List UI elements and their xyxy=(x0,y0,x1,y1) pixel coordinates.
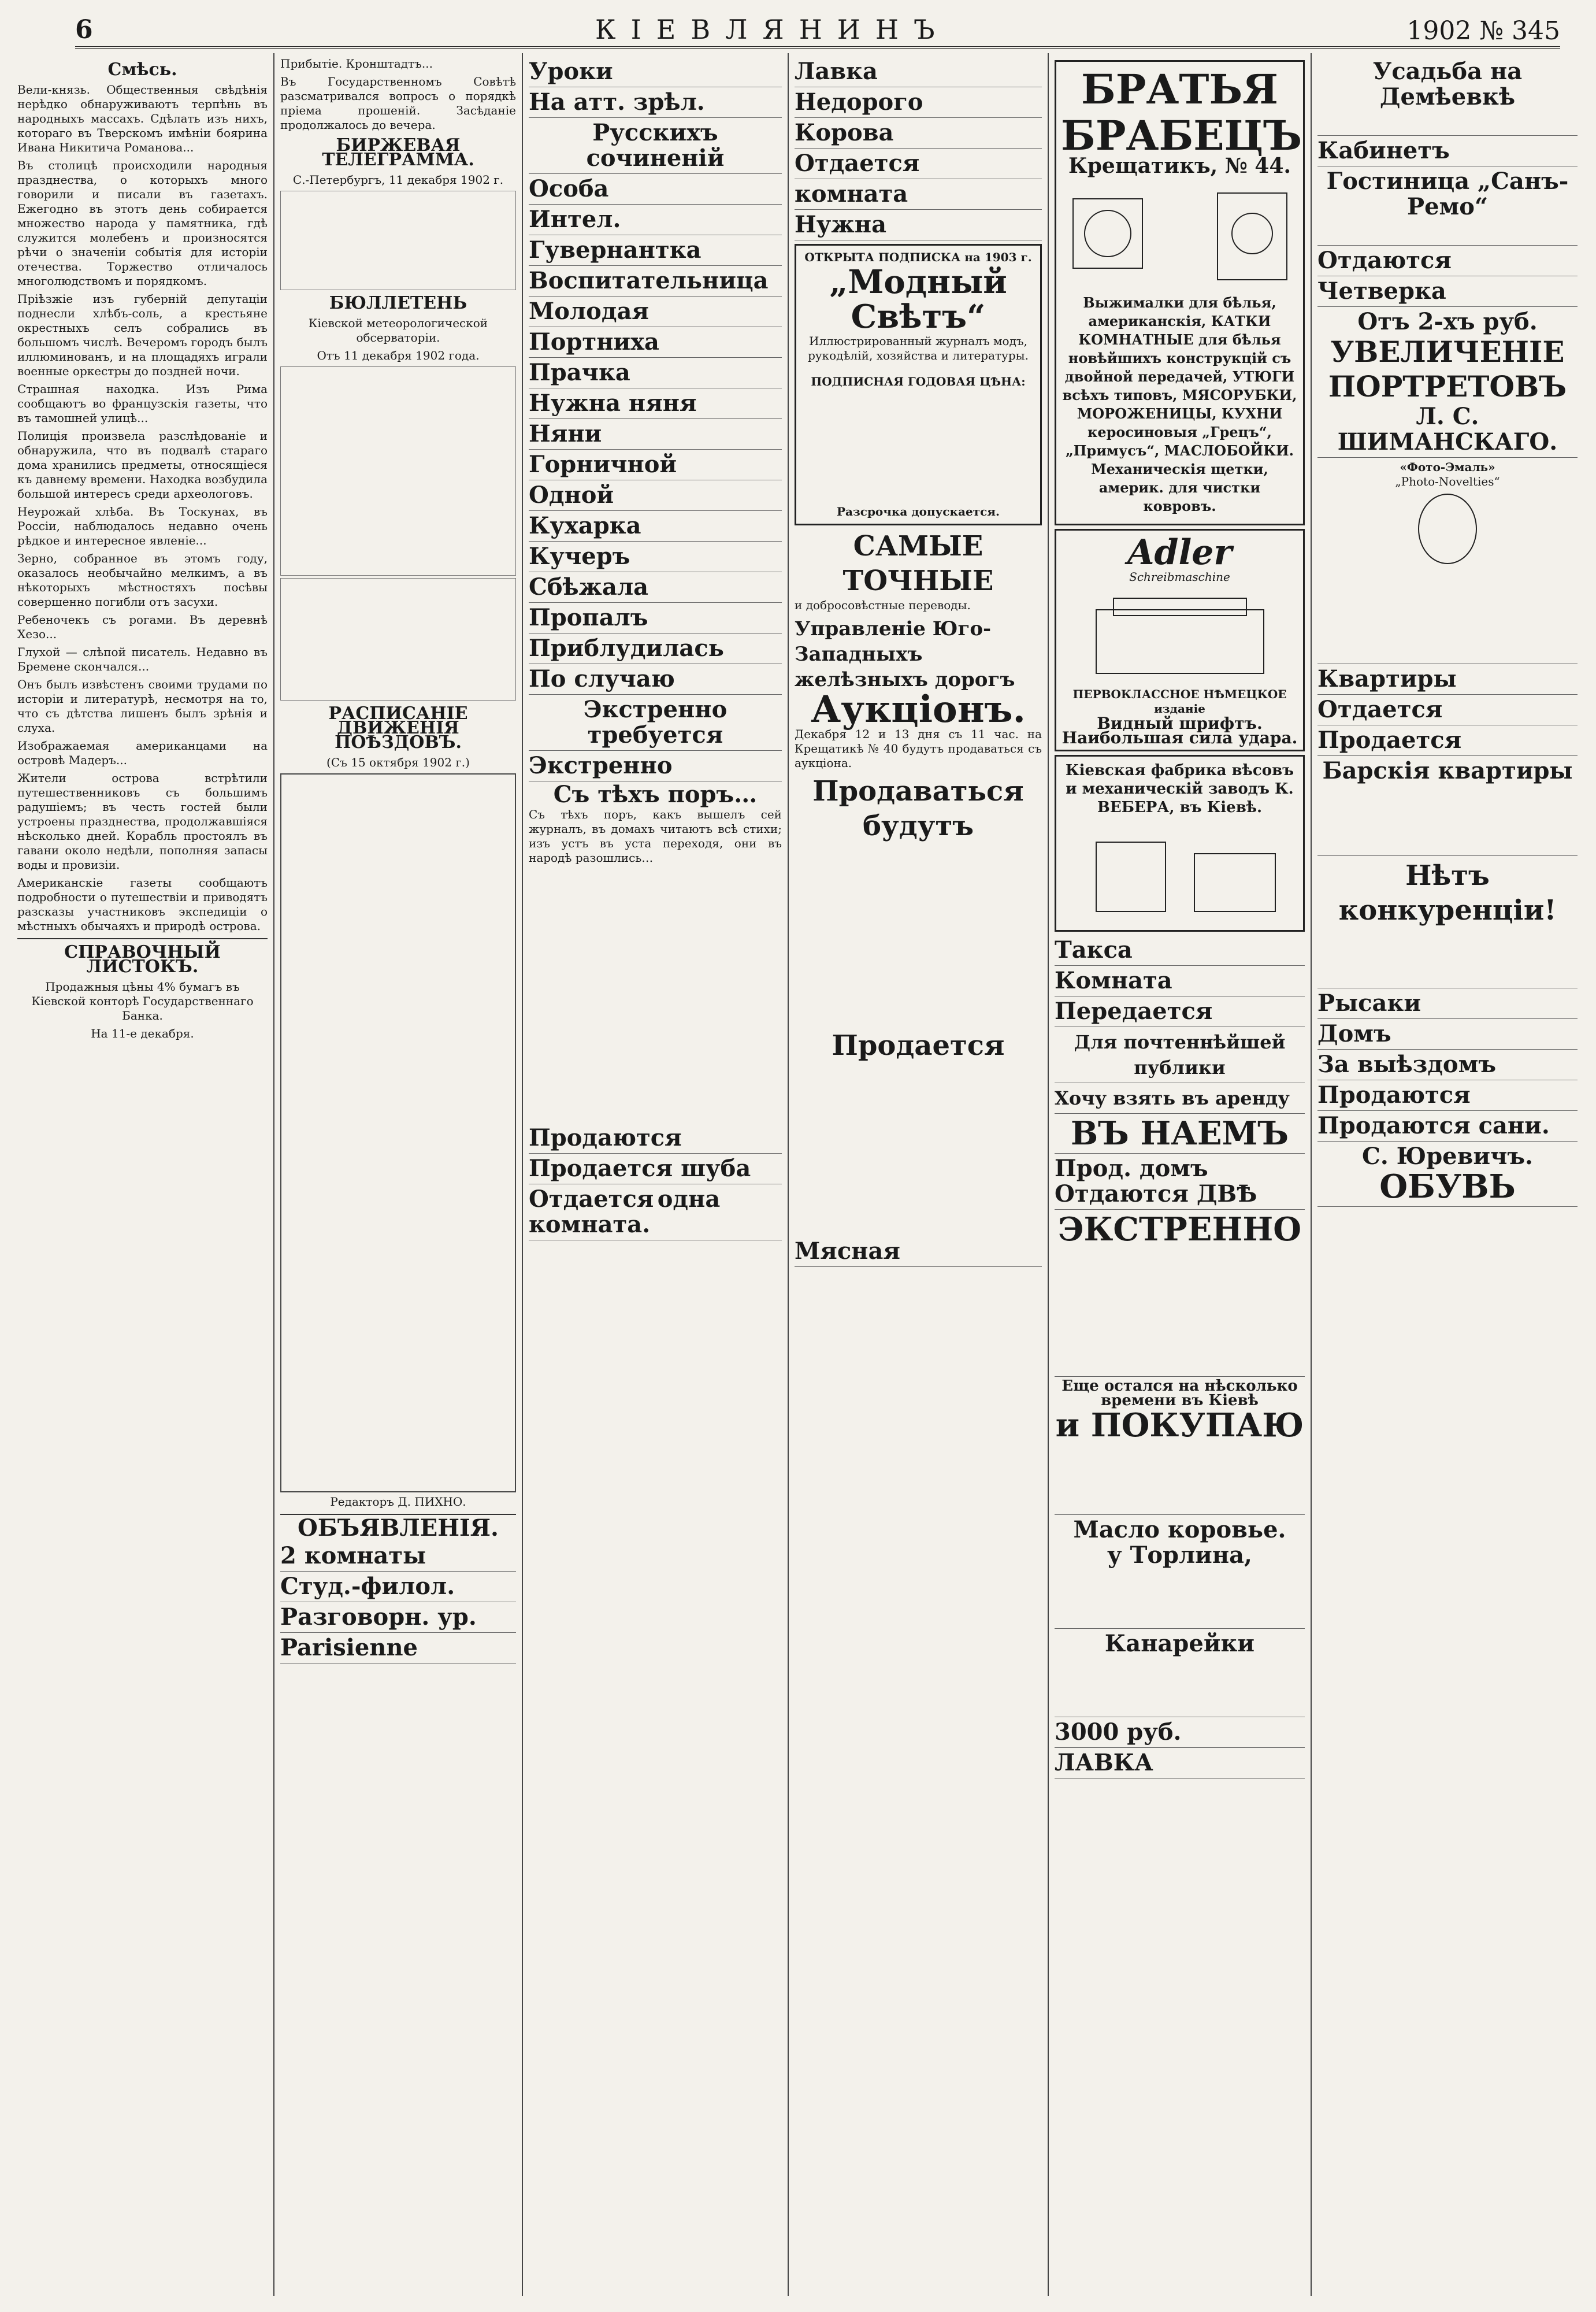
weber-ad: Кіевская фабрика вѣсовъ и механическій заводъ К. ВЕБЕРА, въ Кіевѣ. xyxy=(1055,755,1305,932)
article-text: Американскіе газеты сообщаютъ подробности о путешествіи и приводятъ разсказы участниковъ экспедиціи о мѣстныхъ обычаяхъ и природѣ острова. xyxy=(17,876,268,933)
issue-number: 1902 № 345 xyxy=(1406,16,1560,46)
bulletin-subtitle: Кіевской метеорологической обсерваторіи. xyxy=(308,316,488,344)
classified-ad: Хочу взять въ аренду xyxy=(1055,1083,1305,1114)
classified-ad: По случаю xyxy=(529,664,782,695)
weather-table xyxy=(280,366,516,576)
classified-ad: Нужна xyxy=(795,210,1042,240)
classified-ad: Экстренно xyxy=(529,751,782,781)
classified-ad: Прод. домъ Отдаются ДВѢ xyxy=(1055,1154,1305,1210)
subscription-ad: ОТКРЫТА ПОДПИСКА на 1903 г. „Модный Свѣтъ“ Иллюстрированный журналъ модъ, рукодѣлій, хозяйства и литературы. ПОДПИСНАЯ ГОДОВАЯ ЦѢНА: Разсрочка допускается. xyxy=(795,244,1042,525)
classified-ad: Сбѣжала xyxy=(529,572,782,603)
article-text: Пріѣзжіе изъ губерній депутаціи поднесли хлѣбъ-соль, а крестьяне окрестныхъ селъ собрались въ большомъ числѣ. Вечеромъ городъ былъ иллюминованъ, и на площадяхъ играли военные оркестры до поздней ночи. xyxy=(17,292,268,378)
classified-ad: ВЪ НАЕМЪ xyxy=(1055,1114,1305,1154)
classified-ad: Портниха xyxy=(529,327,782,358)
column-3 xyxy=(523,53,789,2296)
ad-headline: САМЫЕ ТОЧНЫЕ xyxy=(842,530,994,597)
classified-ad: Квартиры xyxy=(1317,664,1578,695)
page-number: 6 xyxy=(75,15,93,45)
classified-ad: Барскія квартиры xyxy=(1317,756,1578,856)
ad-headline: Продается xyxy=(832,1029,1005,1062)
classified-ad: Кухарка xyxy=(529,511,782,542)
article-text: Жители острова встрѣтили путешественниковъ съ большимъ радушіемъ; въ честь гостей были устроены празднества, продолжавшіяся нѣсколько дней. Корабль простоялъ въ гавани около недѣли, пополняя запасы воды и провизіи. xyxy=(17,771,268,872)
poem-title: Съ тѣхъ поръ… xyxy=(553,781,758,808)
section-title-ads: ОБЪЯВЛЕНІЯ. xyxy=(298,1514,499,1542)
classified-ad: Няни xyxy=(529,419,782,450)
classified-ad: Мясная xyxy=(795,1236,1042,1267)
article-text: Прибытіе. Кронштадтъ... xyxy=(280,57,433,71)
classified-ad: Одной xyxy=(529,480,782,511)
section-title-smes: Смѣсь. xyxy=(107,60,177,80)
classified-ad: Продается шуба xyxy=(529,1154,782,1184)
article-text: Страшная находка. Изъ Рима сообщаютъ во французскія газеты, что въ тамошней улицѣ... xyxy=(17,382,268,425)
train-timetable xyxy=(280,773,516,1492)
notices-list xyxy=(280,578,516,701)
adler-ad: Adler Schreibmaschine ПЕРВОКЛАССНОЕ НѢМЕЦКОЕ изданіе Видный шрифтъ. Наибольшая сила удара. xyxy=(1055,529,1305,751)
reference-subtitle: Продажныя цѣны 4% бумагъ въ Кіевской конторѣ Государственнаго Банка. xyxy=(31,980,254,1022)
classified-ad: Приблудилась xyxy=(529,633,782,664)
classified-ad: Нѣтъ конкуренціи! xyxy=(1317,856,1578,988)
exchange-table xyxy=(280,191,516,290)
classified-ad: Нужна няня xyxy=(529,388,782,419)
article-text: Изображаемая американцами на островѣ Мадеръ... xyxy=(17,739,268,767)
article-text: Въ Государственномъ Совѣтѣ разсматривался вопросъ о порядкѣ пріема прошеній. Засѣданіе продолжалось до вечера. xyxy=(280,75,516,132)
classified-ad: Корова xyxy=(795,118,1042,149)
classified-ad: Особа xyxy=(529,174,782,205)
newspaper-title: КІЕВЛЯНИНЪ xyxy=(595,14,950,45)
section-title-reference: СПРАВОЧНЫЙ ЛИСТОКЪ. xyxy=(64,942,221,977)
editor-line: Редакторъ Д. ПИХНО. xyxy=(330,1495,466,1509)
column-5 xyxy=(1049,53,1312,2296)
classified-ad: ЭКСТРЕННО xyxy=(1055,1210,1305,1377)
column-1 xyxy=(12,53,274,2296)
scales-illustration xyxy=(1061,819,1298,923)
classified-ad: На атт. зрѣл. xyxy=(529,87,782,118)
classified-ad: Продаются xyxy=(1317,1080,1578,1111)
portrait-medallion-illustration xyxy=(1413,491,1482,566)
classified-ad: Передается xyxy=(1055,996,1305,1027)
brabets-ad: БРАТЬЯ БРАБЕЦЪ Крещатикъ, № 44. Выжималки для бѣлья, американскія, КАТКИ КОМНАТНЫЕ для бѣлья новѣйшихъ конструкцій съ двойной передачей, УТЮГИ всѣхъ типовъ, МЯСОРУБКИ, МОРОЖЕНИЦЫ, КУХНИ керосиновыя „Грецъ“, „Примусъ“, МАСЛОБОЙКИ. Механическія щетки, америк. для чистки ковровъ. xyxy=(1055,60,1305,525)
classified-ad: Четверка xyxy=(1317,276,1578,307)
classified-ad: Parisienne xyxy=(280,1633,516,1663)
article-text: Неурожай хлѣба. Въ Тоскунах, въ Россіи, наблюдалось недавно очень рѣдкое и интересное явленіе... xyxy=(17,505,268,547)
classified-ad: Отъ 2-хъ руб. УВЕЛИЧЕНІЕ ПОРТРЕТОВЪ Л. С. ШИМАНСКАГО. xyxy=(1317,307,1578,458)
classified-ad: Молодая xyxy=(529,297,782,327)
classified-ad: Домъ xyxy=(1317,1019,1578,1050)
classified-ad: Отдаются xyxy=(1317,246,1578,276)
classified-ad: Интел. xyxy=(529,205,782,235)
classified-ad: Воспитательница xyxy=(529,266,782,297)
ad-text: и добросовѣстные переводы. xyxy=(795,598,971,612)
article-text: Вели-князь. Общественныя свѣдѣнія нерѣдко обнаруживаютъ терпѣнь въ народныхъ массахъ. Сдѣлать изъ нихъ, котораго въ Тверскомъ имѣніи боярина Ивана Никитича Романова... xyxy=(17,83,268,154)
classified-ad: Гостиница „Санъ-Ремо“ xyxy=(1317,166,1578,246)
column-6 xyxy=(1312,53,1583,2296)
classified-ad: Отдается одна комната. xyxy=(529,1184,782,1240)
telegram-date: С.-Петербургъ, 11 декабря 1902 г. xyxy=(292,173,504,187)
classified-ad: Отдается xyxy=(1317,695,1578,725)
section-title-exchange: БИРЖЕВАЯ ТЕЛЕГРАММА. xyxy=(322,135,474,170)
classified-ad: За выѣздомъ xyxy=(1317,1050,1578,1080)
classified-ad: Прачка xyxy=(529,358,782,388)
classified-ad: Отдается xyxy=(795,149,1042,179)
classified-ad: Лавка xyxy=(795,57,1042,87)
ad-headline: Управленіе Юго-Западныхъ желѣзныхъ дорогъ xyxy=(795,617,1015,691)
poem-text: Съ тѣхъ поръ, какъ вышелъ сей журналъ, въ домахъ читаютъ всѣ стихи; изъ устъ въ уста переходя, они въ народѣ разошлись… xyxy=(529,807,782,865)
classified-ad: комната xyxy=(795,179,1042,210)
kitchen-appliances-illustration xyxy=(1061,176,1298,291)
classified-ad: 2 комнаты xyxy=(280,1541,516,1572)
classified-ad: Гувернантка xyxy=(529,235,782,266)
classified-ad: Продаются xyxy=(529,1123,782,1154)
classified-ad: Для почтеннѣйшей публики xyxy=(1055,1027,1305,1083)
article-text: Полиція произвела разслѣдованіе и обнаружила, что въ подвалѣ стараго дома хранились предметы, относящіеся къ давнему времени. Находка возбудила большой интересъ среди археологовъ. xyxy=(17,429,268,501)
classified-ad: Студ.-филол. xyxy=(280,1572,516,1602)
classified-ad: Горничной xyxy=(529,450,782,480)
reference-date: На 11-е декабря. xyxy=(91,1027,194,1040)
article-text: Зерно, собранное въ этомъ году, оказалось необычайно мелкимъ, а въ нѣкоторыхъ мѣстностяхъ посѣвы совершенно погибли отъ засухи. xyxy=(17,551,268,609)
classified-ad: Уроки xyxy=(529,57,782,87)
bulletin-date: Отъ 11 декабря 1902 года. xyxy=(317,349,480,362)
classified-ad: Экстренно требуется xyxy=(529,695,782,751)
classified-ad: ЛАВКА xyxy=(1055,1748,1305,1779)
ad-text: Декабря 12 и 13 дня съ 11 час. на Крещатикѣ № 40 будутъ продаваться съ аукціона. xyxy=(795,727,1042,770)
classified-ad: Еще остался на нѣсколько времени въ Кіевѣ и ПОКУПАЮ xyxy=(1055,1377,1305,1515)
classified-ad: Продаются сани. xyxy=(1317,1111,1578,1142)
classified-ad: Канарейки xyxy=(1055,1629,1305,1717)
classified-ad: «Фото-Эмаль» „Photo-Novelties“ xyxy=(1317,458,1578,664)
column-2 xyxy=(274,53,523,2296)
article-text: Глухой — слѣпой писатель. Недавно въ Бремене скончался... xyxy=(17,645,268,673)
classified-ad: С. Юревичъ. ОБУВЬ xyxy=(1317,1142,1578,1207)
classified-ad: Масло коровье. у Торлина, xyxy=(1055,1515,1305,1629)
timetable-date: (Съ 15 октября 1902 г.) xyxy=(326,755,470,769)
typewriter-illustration xyxy=(1061,587,1298,685)
classified-ad: Рысаки xyxy=(1317,988,1578,1019)
classified-ad: Кучеръ xyxy=(529,542,782,572)
classified-ad: Комната xyxy=(1055,966,1305,996)
article-text: Ребеночекъ съ рогами. Въ деревнѣ Хезо... xyxy=(17,613,268,641)
article-text: Въ столицѣ происходили народныя празднества, о которыхъ много говорили и писали въ газетахъ. Ежегодно въ этотъ день собирается множество народа у памятника, гдѣ служится молебенъ и произносятся рѣчи о значеніи событія для исторіи отечества. Торжество отличалось многолюдствомъ и порядкомъ. xyxy=(17,158,268,288)
classified-ad: Кабинетъ xyxy=(1317,136,1578,166)
classified-ad: Разговорн. ур. xyxy=(280,1602,516,1633)
column-4 xyxy=(789,53,1049,2296)
classified-ad: Такса xyxy=(1055,935,1305,966)
article-text: Онъ былъ извѣстенъ своими трудами по исторіи и литературѣ, несмотря на то, что съ дѣтства лишенъ былъ зрѣнія и слуха. xyxy=(17,677,268,735)
classified-ad: 3000 руб. xyxy=(1055,1717,1305,1748)
classified-ad: Русскихъ сочиненій xyxy=(529,118,782,174)
classified-ad: Усадьба на Демѣевкѣ xyxy=(1317,57,1578,136)
classified-ad: Пропалъ xyxy=(529,603,782,633)
ad-headline: Продаваться будутъ xyxy=(812,775,1024,842)
section-title-bulletin: БЮЛЛЕТЕНЬ xyxy=(329,293,467,313)
page-header xyxy=(75,12,1560,49)
ad-headline: Аукціонъ. xyxy=(811,688,1026,731)
classified-ad: Продается xyxy=(1317,725,1578,756)
section-title-timetable: РАСПИСАНІЕ ДВИЖЕНІЯ ПОѢЗДОВЪ. xyxy=(328,703,468,753)
classified-ad: Недорого xyxy=(795,87,1042,118)
